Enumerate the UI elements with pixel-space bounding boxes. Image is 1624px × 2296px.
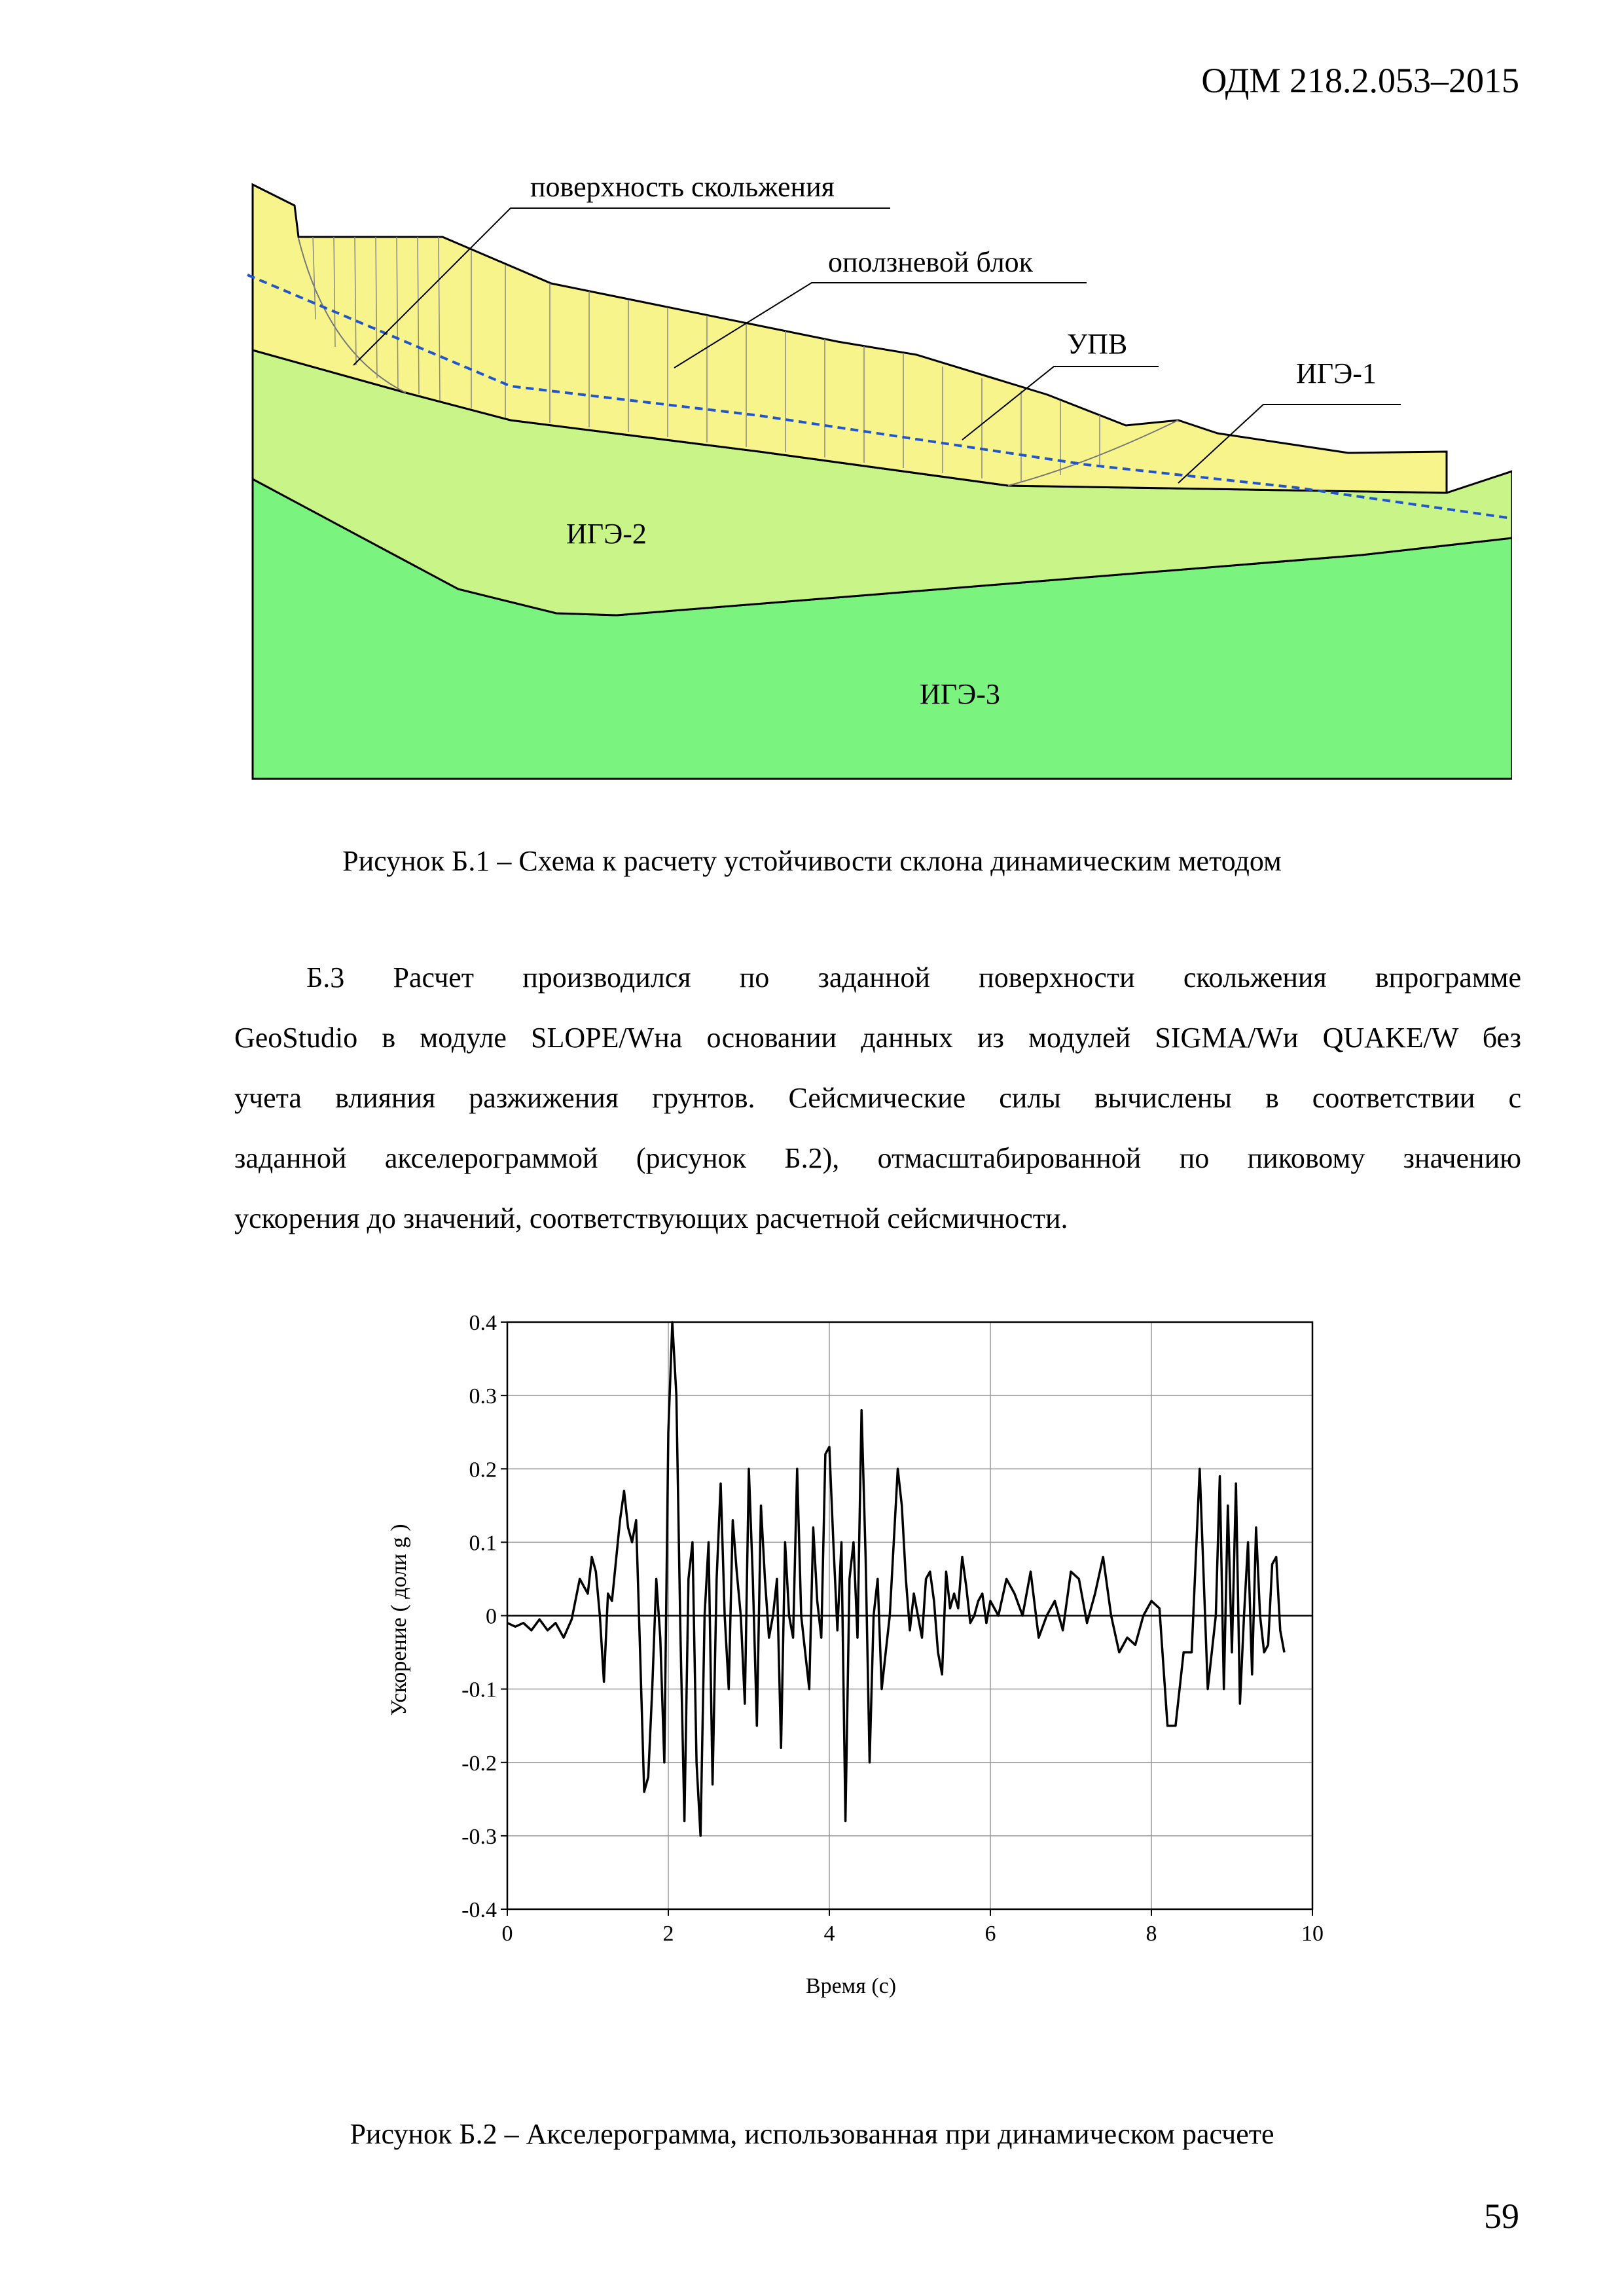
y-tick-label: -0.4: [461, 1898, 497, 1922]
y-tick-label: -0.1: [461, 1677, 497, 1702]
x-tick-label: 2: [662, 1922, 674, 1946]
y-tick-label: -0.3: [461, 1824, 497, 1849]
paragraph-line: ускорения до значений, соответствующих расчетной сейсмичности.: [234, 1202, 1068, 1234]
label-slip-surface: поверхность скольжения: [530, 171, 835, 203]
x-tick-label: 8: [1146, 1922, 1157, 1946]
acceleration-series-line: [507, 1322, 1284, 1836]
accelerogram-chart: [367, 1293, 1335, 2026]
x-tick-label: 4: [823, 1922, 835, 1946]
paragraph-line: Б.3 Расчет производился по заданной поверхности скольжения впрограмме: [306, 961, 1521, 994]
x-tick-label: 10: [1301, 1922, 1324, 1946]
label-ige1: ИГЭ-1: [1296, 357, 1377, 389]
label-ige2: ИГЭ-2: [566, 518, 647, 550]
y-tick-label: 0: [486, 1604, 497, 1629]
y-tick-label: 0.4: [469, 1311, 497, 1335]
y-tick-label: 0.3: [469, 1384, 497, 1409]
label-landslide-block: оползневой блок: [828, 246, 1034, 278]
label-ige3: ИГЭ-3: [920, 678, 1000, 710]
y-tick-label: 0.2: [469, 1458, 497, 1482]
figure2-caption: Рисунок Б.2 – Акселерограмма, использованная при динамическом расчете: [350, 2118, 1274, 2150]
page-number: 59: [1484, 2197, 1519, 2236]
x-tick-label: 0: [501, 1922, 513, 1946]
slope-scheme-figure: [236, 157, 1512, 812]
y-tick-label: 0.1: [469, 1531, 497, 1556]
y-tick-label: -0.2: [461, 1751, 497, 1776]
document-code: ОДМ 218.2.053–2015: [1201, 61, 1519, 100]
chart-series: [507, 1322, 1284, 1836]
x-axis-label: Время (с): [805, 1974, 897, 1998]
paragraph-line: учета влияния разжижения грунтов. Сейсмические силы вычислены в соответствии с: [234, 1082, 1521, 1114]
y-axis-label: Ускорение ( доли g ): [387, 1524, 411, 1716]
figure1-caption: Рисунок Б.1 – Схема к расчету устойчивости склона динамическим методом: [342, 845, 1282, 877]
accelerogram-svg: [367, 1293, 1335, 2026]
x-tick-label: 6: [984, 1922, 996, 1946]
chart-ticks: [461, 1311, 1324, 1946]
paragraph-line: GeoStudio в модуле SLOPE/Wна основании данных из модулей SIGMA/Wи QUAKE/W без: [234, 1022, 1521, 1054]
label-gwl: УПВ: [1067, 328, 1128, 360]
paragraph-line: заданной акселерограммой (рисунок Б.2), отмасштабированной по пиковому значению: [234, 1142, 1521, 1174]
slope-scheme-svg: [236, 157, 1512, 812]
body-paragraph: [234, 948, 1521, 1249]
